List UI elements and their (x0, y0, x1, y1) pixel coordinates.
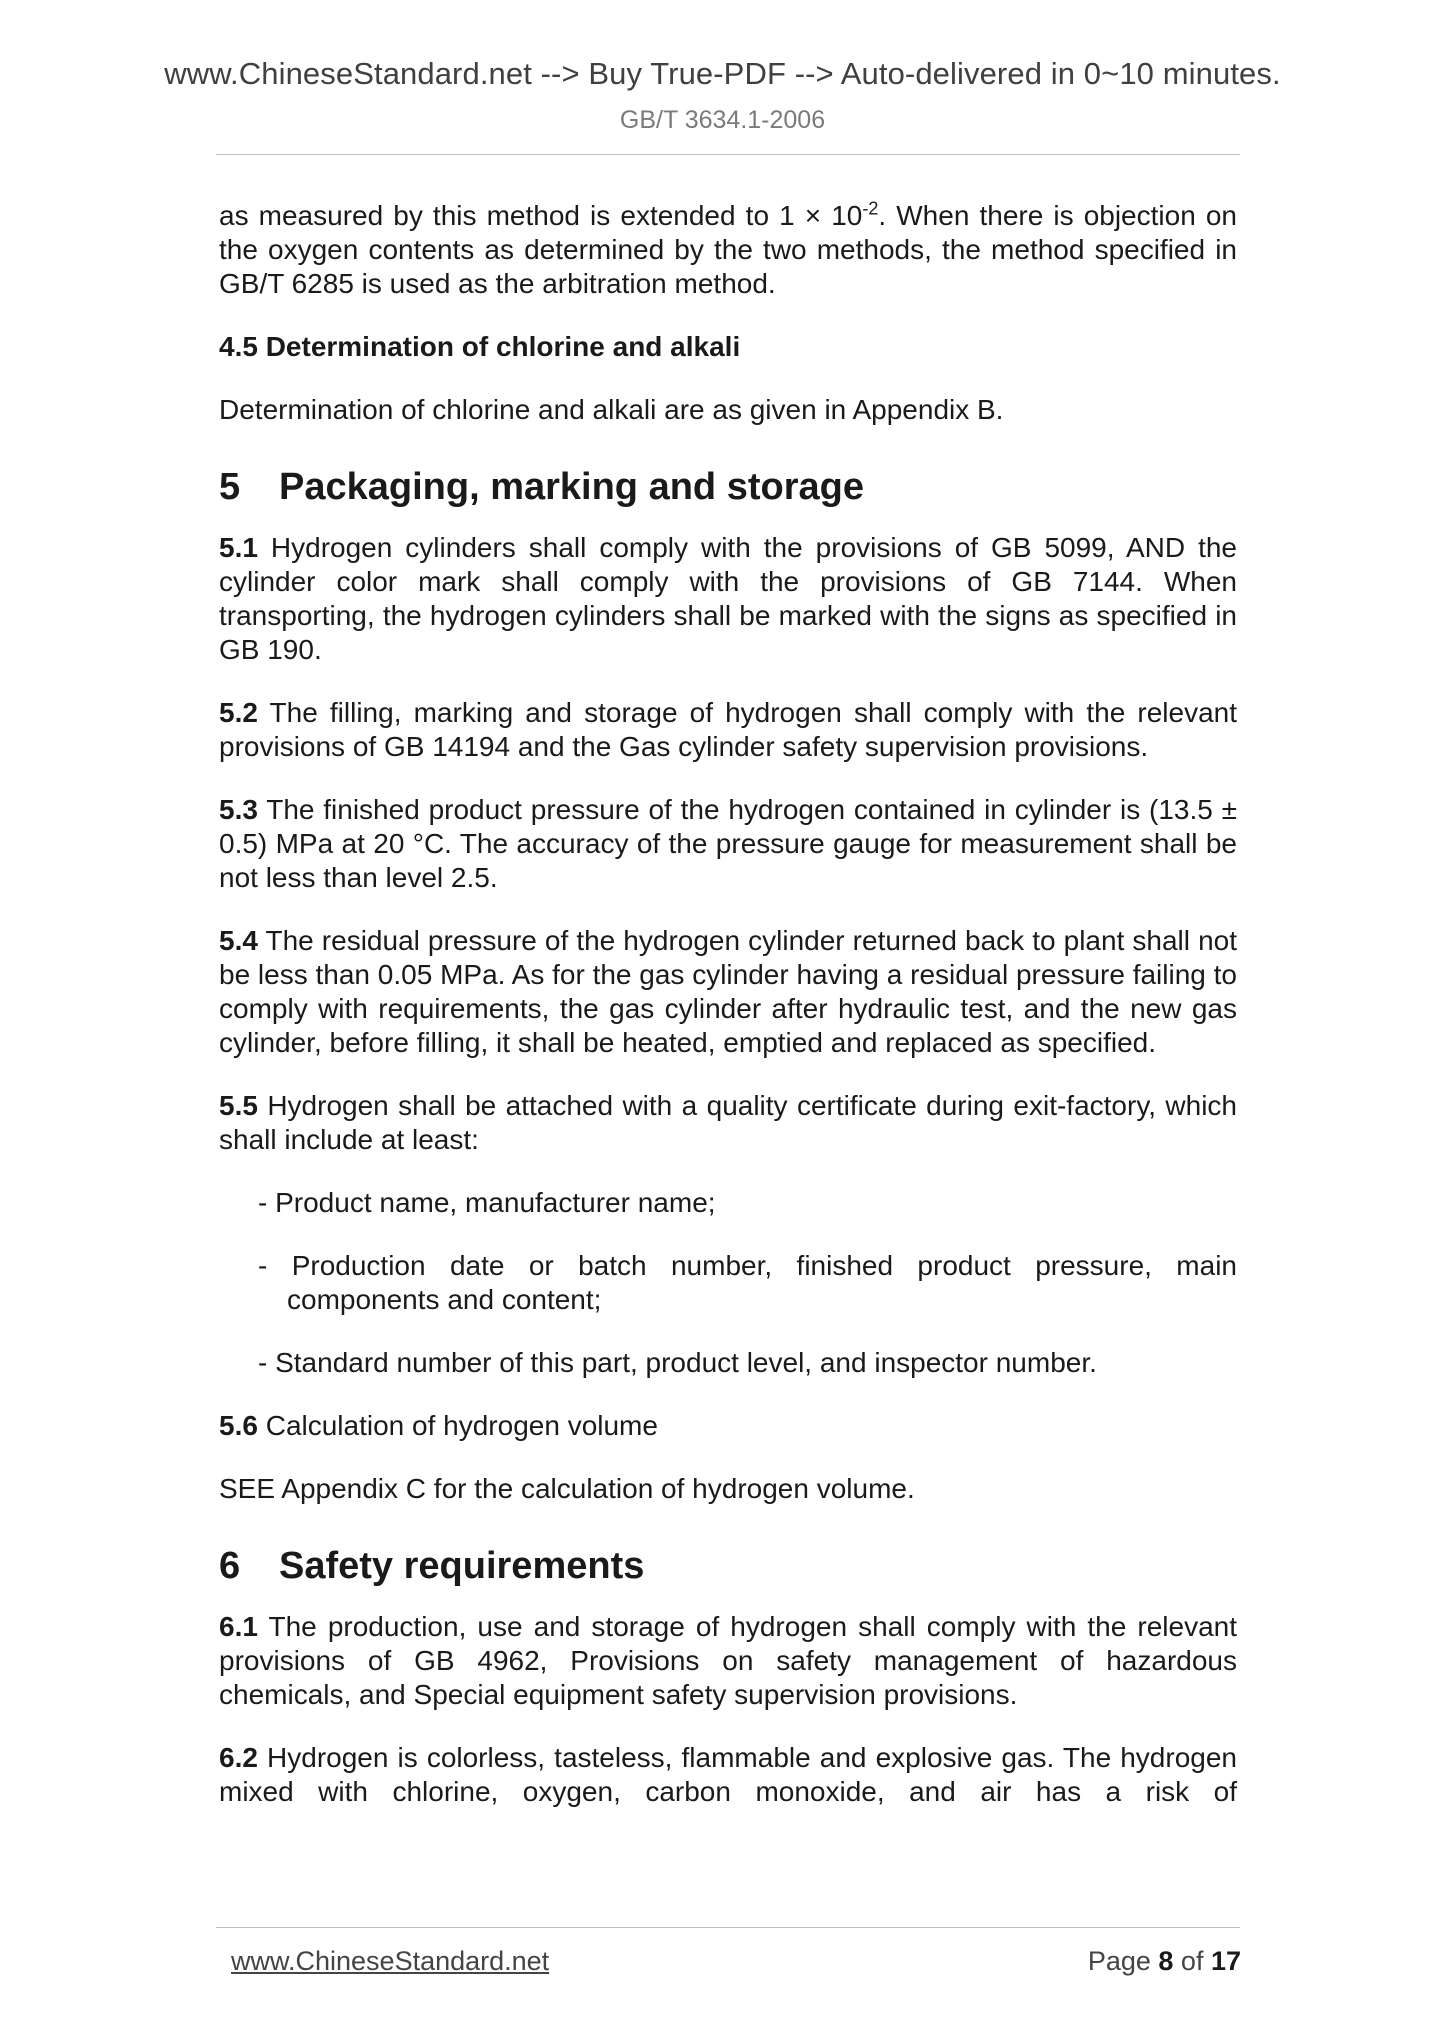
superscript-exponent: -2 (862, 198, 879, 219)
paragraph-intro: as measured by this method is extended to $1 \times 10^{-2}$. When there is objection on the oxygen contents as determined by the two methods, the method specified in GB/T 6285 is used as the arbitration method. (219, 198, 1238, 299)
list-item: - Product name, manufacturer name; (258, 1187, 716, 1218)
footer-site-link[interactable]: www.ChineseStandard.net (231, 1946, 550, 1976)
clause-5-2: 5.2 The filling, marking and storage of hydrogen shall comply with the relevant provisions of GB 14194 and the Gas cylinder safety supervision provisions. (219, 697, 1237, 762)
clause-5-1: 5.1 Hydrogen cylinders shall comply with the provisions of GB 5099, AND the cylinder color mark shall comply with the provisions of GB 7144. When transporting, the hydrogen cylinders shall be marked with the signs as specified in GB 190. (219, 532, 1237, 665)
clause-5-3: 5.3 The finished product pressure of the hydrogen contained in cylinder is (13.5 ± 0.5) MPa at 20 °C. The accuracy of the pressure gauge for measurement shall be not less than level 2.5. (219, 794, 1237, 893)
footer-rule (216, 1927, 1240, 1928)
clause-5-6: 5.6 Calculation of hydrogen volume (219, 1410, 658, 1441)
paragraph-4-5: Determination of chlorine and alkali are as given in Appendix B. (219, 394, 1004, 425)
list-item: - Standard number of this part, product level, and inspector number. (258, 1347, 1097, 1378)
page-number: Page 8 of 17 (1087, 1946, 1241, 1976)
list-item: - Production date or batch number, finished product pressure, main components and content; (258, 1250, 1237, 1315)
section-heading-6: 6 Safety requirements (219, 1545, 645, 1587)
header-rule (216, 154, 1240, 155)
page-content (219, 199, 1237, 1809)
clause-6-1: 6.1 The production, use and storage of hydrogen shall comply with the relevant provisions of GB 4962, Provisions on safety management of hazardous chemicals, and Special equipment safety supervision provisions. (219, 1611, 1237, 1710)
heading-4-5: 4.5 Determination of chlorine and alkali (219, 331, 741, 362)
clause-5-4: 5.4 The residual pressure of the hydrogen cylinder returned back to plant shall not be less than 0.05 MPa. As for the gas cylinder having a residual pressure failing to comply with requirements, the gas cylinder after hydraulic test, and the new gas cylinder, before filling, it shall be heated, emptied and replaced as specified. (219, 925, 1237, 1058)
section-heading-5: 5 Packaging, marking and storage (219, 466, 864, 508)
clause-6-2: 6.2 Hydrogen is colorless, tasteless, flammable and explosive gas. The hydrogen mixed with chlorine, oxygen, carbon monoxide, and air has a risk of (219, 1742, 1237, 1807)
header-banner[interactable]: www.ChineseStandard.net --> Buy True-PDF --> Auto-delivered in 0~10 minutes. (164, 56, 1281, 91)
document-code: GB/T 3634.1-2006 (619, 106, 826, 134)
paragraph-5-6: SEE Appendix C for the calculation of hydrogen volume. (219, 1473, 915, 1504)
clause-5-5: 5.5 Hydrogen shall be attached with a quality certificate during exit-factory, which shall include at least: (219, 1090, 1237, 1155)
